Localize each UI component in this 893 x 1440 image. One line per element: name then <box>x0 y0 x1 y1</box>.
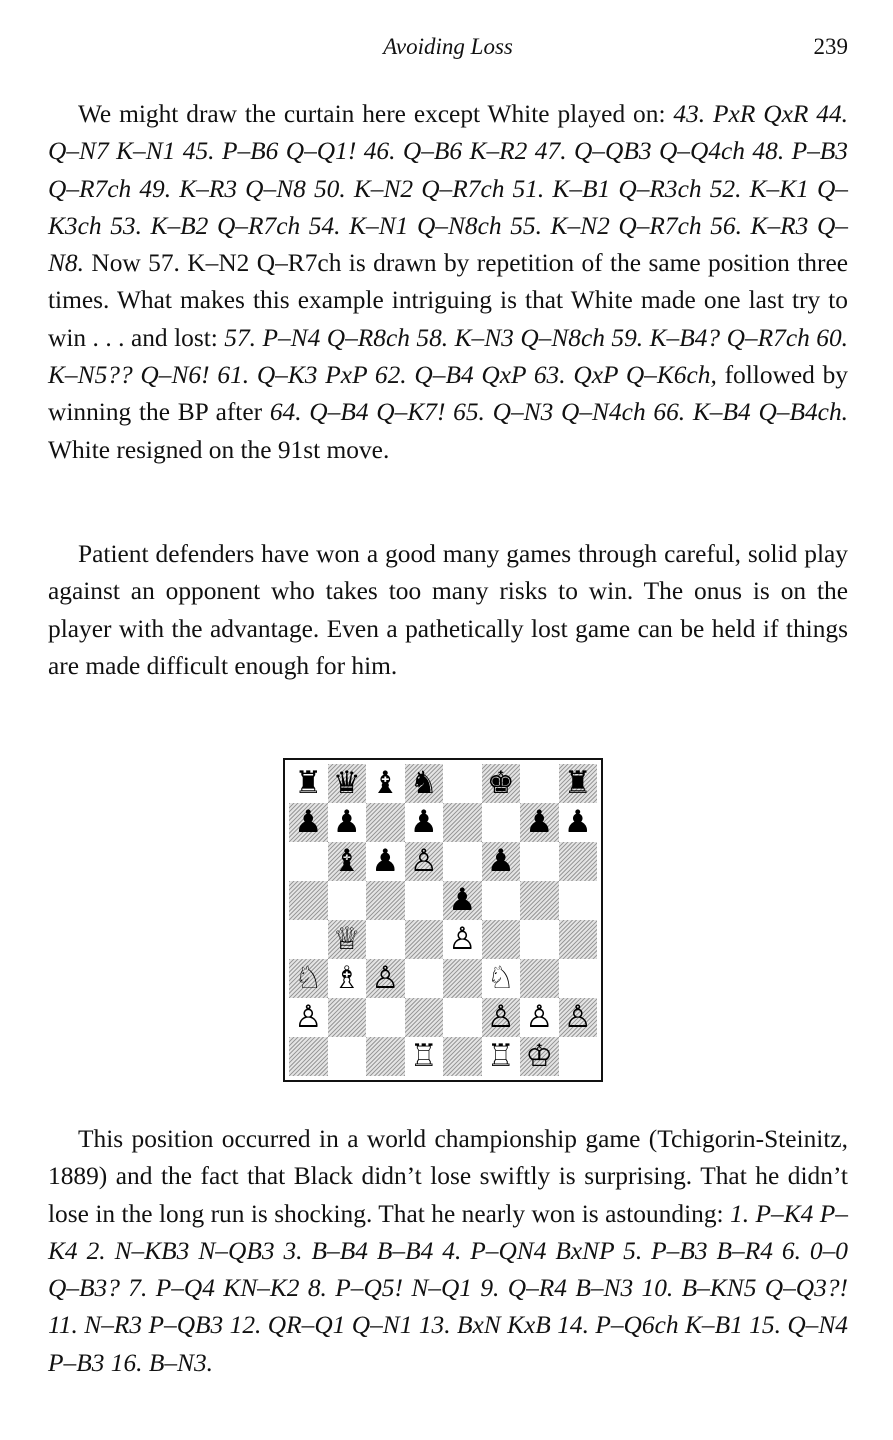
text-run: We might draw the curtain here except White played on: <box>78 100 674 128</box>
text-run: Now 57. K–N2 Q–R7ch is drawn by repetition of the same position three times. What makes this example intriguing is that White made one last try to win . . . and lost: <box>48 249 848 352</box>
black-pawn-icon: ♟ <box>448 882 477 918</box>
white-rook-icon: ♖ <box>409 1038 438 1074</box>
square-f1 <box>482 1037 521 1076</box>
black-pawn-icon: ♟ <box>409 804 438 840</box>
square-b3 <box>328 959 367 998</box>
paragraph-1 <box>48 96 848 469</box>
square-h7 <box>559 803 598 842</box>
text-run: This position occurred in a world championship game (Tchigorin-Steinitz, 1889) and the fact that Black didn’t lose swiftly is surprising. That he didn’t lose in the long run is shocking. That he nearly won is astounding: <box>48 1125 848 1228</box>
square-g4 <box>520 920 559 959</box>
white-king-icon: ♔ <box>525 1038 554 1074</box>
white-pawn-icon: ♙ <box>525 999 554 1035</box>
square-h2 <box>559 998 598 1037</box>
white-pawn-icon: ♙ <box>563 999 592 1035</box>
square-b8 <box>328 764 367 803</box>
square-b1 <box>328 1037 367 1076</box>
black-pawn-icon: ♟ <box>486 843 515 879</box>
square-d8 <box>405 764 444 803</box>
square-h8 <box>559 764 598 803</box>
square-a7 <box>289 803 328 842</box>
white-bishop-icon: ♗ <box>332 960 361 996</box>
square-e3 <box>443 959 482 998</box>
square-h4 <box>559 920 598 959</box>
square-a6 <box>289 842 328 881</box>
square-f4 <box>482 920 521 959</box>
chess-diagram <box>283 758 603 1082</box>
square-d2 <box>405 998 444 1037</box>
running-head <box>48 30 848 64</box>
paragraph-2 <box>48 536 848 685</box>
square-e7 <box>443 803 482 842</box>
square-g3 <box>520 959 559 998</box>
square-d7 <box>405 803 444 842</box>
square-e5 <box>443 881 482 920</box>
black-rook-icon: ♜ <box>294 765 323 801</box>
square-h5 <box>559 881 598 920</box>
square-c5 <box>366 881 405 920</box>
move-notation: 57. P–N4 Q–R8ch 58. K–N3 Q–N8ch 59. K–B4? Q–R7ch 60. K–N5?? Q–N6! 61. Q–K3 PxP 62. Q–B4 QxP 63. QxP Q–K6ch, <box>48 323 848 390</box>
black-bishop-icon: ♝ <box>332 843 361 879</box>
white-rook-icon: ♖ <box>486 1038 515 1074</box>
square-f6 <box>482 842 521 881</box>
square-h1 <box>559 1037 598 1076</box>
text-run: followed by winning the BP after <box>48 361 849 427</box>
square-c3 <box>366 959 405 998</box>
square-f2 <box>482 998 521 1037</box>
page-number: 239 <box>813 34 848 59</box>
square-a4 <box>289 920 328 959</box>
square-g1 <box>520 1037 559 1076</box>
square-c4 <box>366 920 405 959</box>
square-h3 <box>559 959 598 998</box>
square-e6 <box>443 842 482 881</box>
square-f8 <box>482 764 521 803</box>
black-king-icon: ♚ <box>486 765 515 801</box>
white-knight-icon: ♘ <box>486 960 515 996</box>
square-c7 <box>366 803 405 842</box>
square-g8 <box>520 764 559 803</box>
white-queen-icon: ♕ <box>332 921 361 957</box>
square-f7 <box>482 803 521 842</box>
square-b5 <box>328 881 367 920</box>
square-c8 <box>366 764 405 803</box>
square-a3 <box>289 959 328 998</box>
black-knight-icon: ♞ <box>409 765 438 801</box>
white-knight-icon: ♘ <box>294 960 323 996</box>
black-pawn-icon: ♟ <box>294 804 323 840</box>
move-notation: 1. P–K4 P–K4 2. N–KB3 N–QB3 3. B–B4 B–B4 4. P–QN4 BxNP 5. P–B3 B–R4 6. 0–0 Q–B3? 7. P–Q4 KN–K2 8. P–Q5! N–Q1 9. Q–R4 B–N3 10. B–KN5 Q–Q3?! 11. N–R3 P–QB3 12. QR–Q1 Q–N1 13. BxN KxB 14. P–Q6ch K–B1 15. Q–N4 P–B3 16. B–N3. <box>48 1199 849 1377</box>
square-a1 <box>289 1037 328 1076</box>
black-queen-icon: ♛ <box>332 765 361 801</box>
square-c1 <box>366 1037 405 1076</box>
square-g7 <box>520 803 559 842</box>
square-a5 <box>289 881 328 920</box>
black-pawn-icon: ♟ <box>371 843 400 879</box>
square-f3 <box>482 959 521 998</box>
square-g6 <box>520 842 559 881</box>
chess-board <box>289 764 597 1076</box>
square-d3 <box>405 959 444 998</box>
black-pawn-icon: ♟ <box>332 804 361 840</box>
square-b4 <box>328 920 367 959</box>
square-b2 <box>328 998 367 1037</box>
white-pawn-icon: ♙ <box>486 999 515 1035</box>
square-f5 <box>482 881 521 920</box>
black-bishop-icon: ♝ <box>371 765 400 801</box>
running-title: Avoiding Loss <box>383 34 513 59</box>
square-e8 <box>443 764 482 803</box>
square-a2 <box>289 998 328 1037</box>
square-e1 <box>443 1037 482 1076</box>
white-pawn-icon: ♙ <box>409 843 438 879</box>
move-notation: 43. PxR QxR 44. Q–N7 K–N1 45. P–B6 Q–Q1! 46. Q–B6 K–R2 47. Q–QB3 Q–Q4ch 48. P–B3 Q–R7ch 49. K–R3 Q–N8 50. K–N2 Q–R7ch 51. K–B1 Q–R3ch 52. K–K1 Q–K3ch 53. K–B2 Q–R7ch 54. K–N1 Q–N8ch 55. K–N2 Q–R7ch 56. K–R3 Q–N8. <box>48 100 848 278</box>
square-b7 <box>328 803 367 842</box>
white-pawn-icon: ♙ <box>371 960 400 996</box>
square-d1 <box>405 1037 444 1076</box>
black-pawn-icon: ♟ <box>525 804 554 840</box>
paragraph-3 <box>48 1121 848 1382</box>
square-g2 <box>520 998 559 1037</box>
square-d5 <box>405 881 444 920</box>
white-pawn-icon: ♙ <box>294 999 323 1035</box>
move-notation: 64. Q–B4 Q–K7! 65. Q–N3 Q–N4ch 66. K–B4 Q–B4ch. <box>269 398 848 427</box>
square-e4 <box>443 920 482 959</box>
square-g5 <box>520 881 559 920</box>
black-pawn-icon: ♟ <box>563 804 592 840</box>
square-b6 <box>328 842 367 881</box>
square-a8 <box>289 764 328 803</box>
square-c6 <box>366 842 405 881</box>
square-c2 <box>366 998 405 1037</box>
square-d6 <box>405 842 444 881</box>
square-h6 <box>559 842 598 881</box>
white-pawn-icon: ♙ <box>448 921 477 957</box>
square-e2 <box>443 998 482 1037</box>
black-rook-icon: ♜ <box>563 765 592 801</box>
text-run: White resigned on the 91st move. <box>48 435 390 464</box>
square-d4 <box>405 920 444 959</box>
text-run: Patient defenders have won a good many games through careful, solid play against an opponent who takes too many risks to win. The onus is on the player with the advantage. Even a pathetically lost game can be held if things are made difficult enough for him. <box>48 540 848 680</box>
